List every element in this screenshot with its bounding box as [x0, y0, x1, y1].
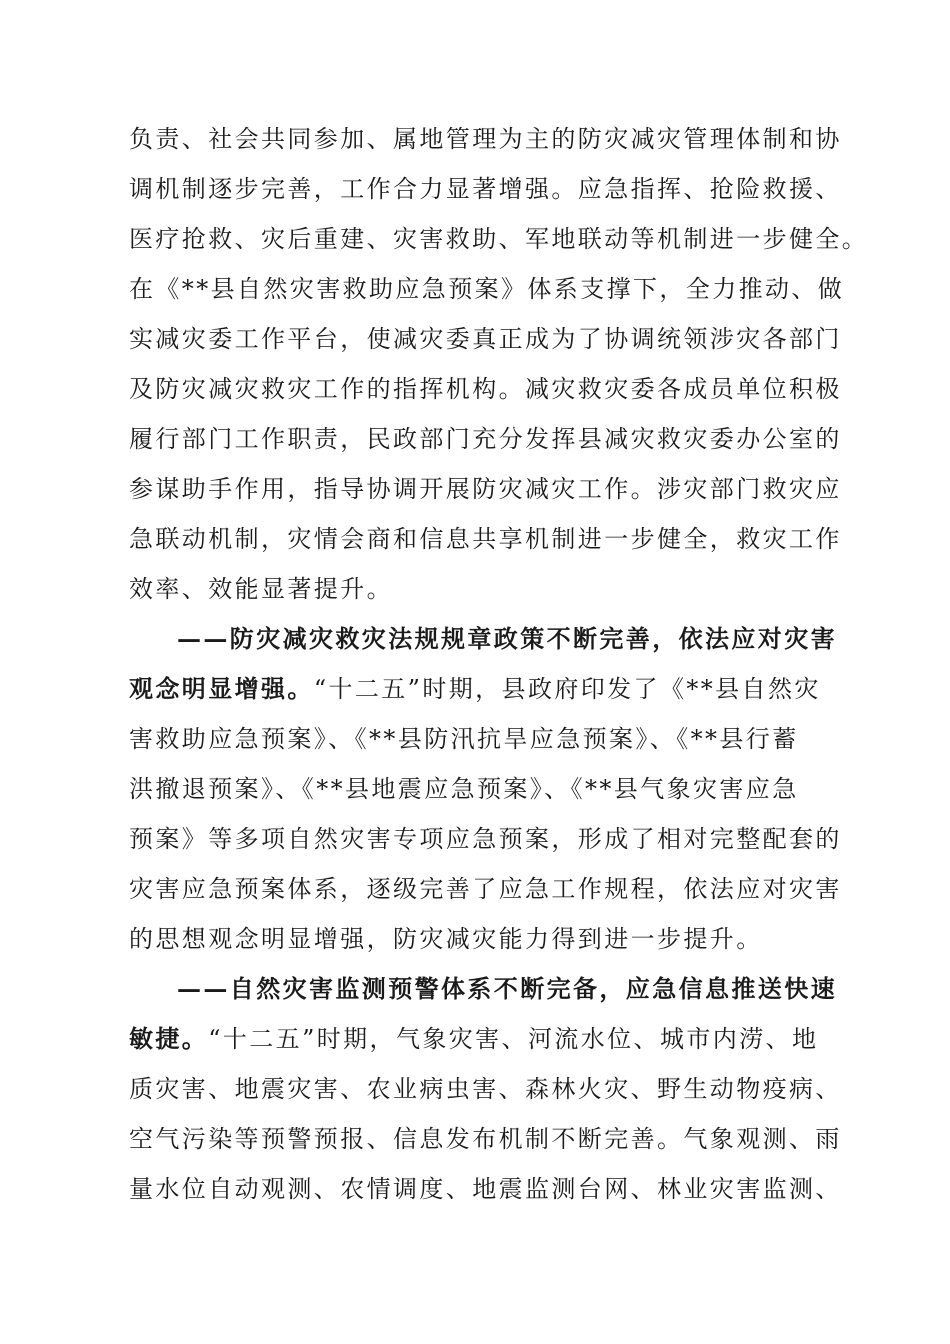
text-line — [129, 424, 842, 454]
text-line — [129, 224, 869, 254]
text-line — [129, 324, 842, 354]
text-line — [129, 874, 842, 904]
text-line — [129, 574, 829, 604]
text-segment: 害救助应急预案》、《**县防汛抗旱应急预案》、《**县行蓄 — [129, 725, 799, 753]
text-segment: 急联动机制，灾情会商和信息共享机制进一步健全，救灾工作 — [129, 525, 842, 553]
text-segment: 医疗抢救、灾后重建、灾害救助、军地联动等机制进一步健全。 — [129, 225, 869, 253]
text-segment: 的思想观念明显增强，防灾减灾能力得到进一步提升。 — [129, 925, 763, 953]
section-heading: 敏捷。 — [129, 1024, 209, 1053]
text-segment: 在《**县自然灾害救助应急预案》体系支撑下，全力推动、做 — [129, 275, 845, 303]
text-segment: 参谋助手作用，指导协调开展防灾减灾工作。涉灾部门救灾应 — [129, 475, 842, 503]
text-segment: 效率、效能显著提升。 — [129, 575, 393, 603]
text-segment: 预案》等多项自然灾害专项应急预案，形成了相对完整配套的 — [129, 825, 842, 853]
section-heading: ——防灾减灾救灾法规规章政策不断完善，依法应对灾害 — [177, 624, 837, 653]
text-line — [129, 824, 842, 854]
text-line — [129, 524, 842, 554]
text-segment: 履行部门工作职责，民政部门充分发挥县减灾救灾委办公室的 — [129, 425, 842, 453]
text-line — [129, 124, 842, 154]
text-line — [129, 374, 842, 404]
section-heading: ——自然灾害监测预警体系不断完备，应急信息推送快速 — [177, 974, 837, 1003]
text-line — [129, 1124, 842, 1154]
text-line — [129, 1074, 842, 1104]
text-line — [129, 924, 829, 954]
text-segment: “十二五”时期，县政府印发了《**县自然灾 — [313, 675, 821, 703]
text-segment: 及防灾减灾救灾工作的指挥机构。减灾救灾委各成员单位积极 — [129, 375, 842, 403]
text-line — [129, 774, 829, 804]
text-line — [129, 174, 842, 204]
text-line — [177, 974, 837, 1004]
text-segment: 灾害应急预案体系，逐级完善了应急工作规程，依法应对灾害 — [129, 875, 842, 903]
text-segment: 负责、社会共同参加、属地管理为主的防灾减灾管理体制和协 — [129, 125, 842, 153]
text-segment: 量水位自动观测、农情调度、地震监测台网、林业灾害监测、 — [129, 1175, 842, 1203]
text-line — [129, 724, 829, 754]
text-segment: 实减灾委工作平台，使减灾委真正成为了协调统领涉灾各部门 — [129, 325, 842, 353]
text-line — [129, 474, 842, 504]
section-heading: 观念明显增强。 — [129, 674, 314, 703]
text-segment: 调机制逐步完善，工作合力显著增强。应急指挥、抢险救援、 — [129, 175, 842, 203]
text-segment: “十二五”时期，气象灾害、河流水位、城市内涝、地 — [208, 1025, 819, 1053]
text-line — [129, 274, 845, 304]
text-segment: 洪撤退预案》、《**县地震应急预案》、《**县气象灾害应急 — [129, 775, 799, 803]
text-segment: 空气污染等预警预报、信息发布机制不断完善。气象观测、雨 — [129, 1125, 842, 1153]
text-line — [129, 1174, 842, 1204]
text-line — [177, 624, 837, 654]
text-segment: 质灾害、地震灾害、农业病虫害、森林火灾、野生动物疫病、 — [129, 1075, 842, 1103]
text-line — [129, 1024, 829, 1054]
text-line — [129, 674, 829, 704]
